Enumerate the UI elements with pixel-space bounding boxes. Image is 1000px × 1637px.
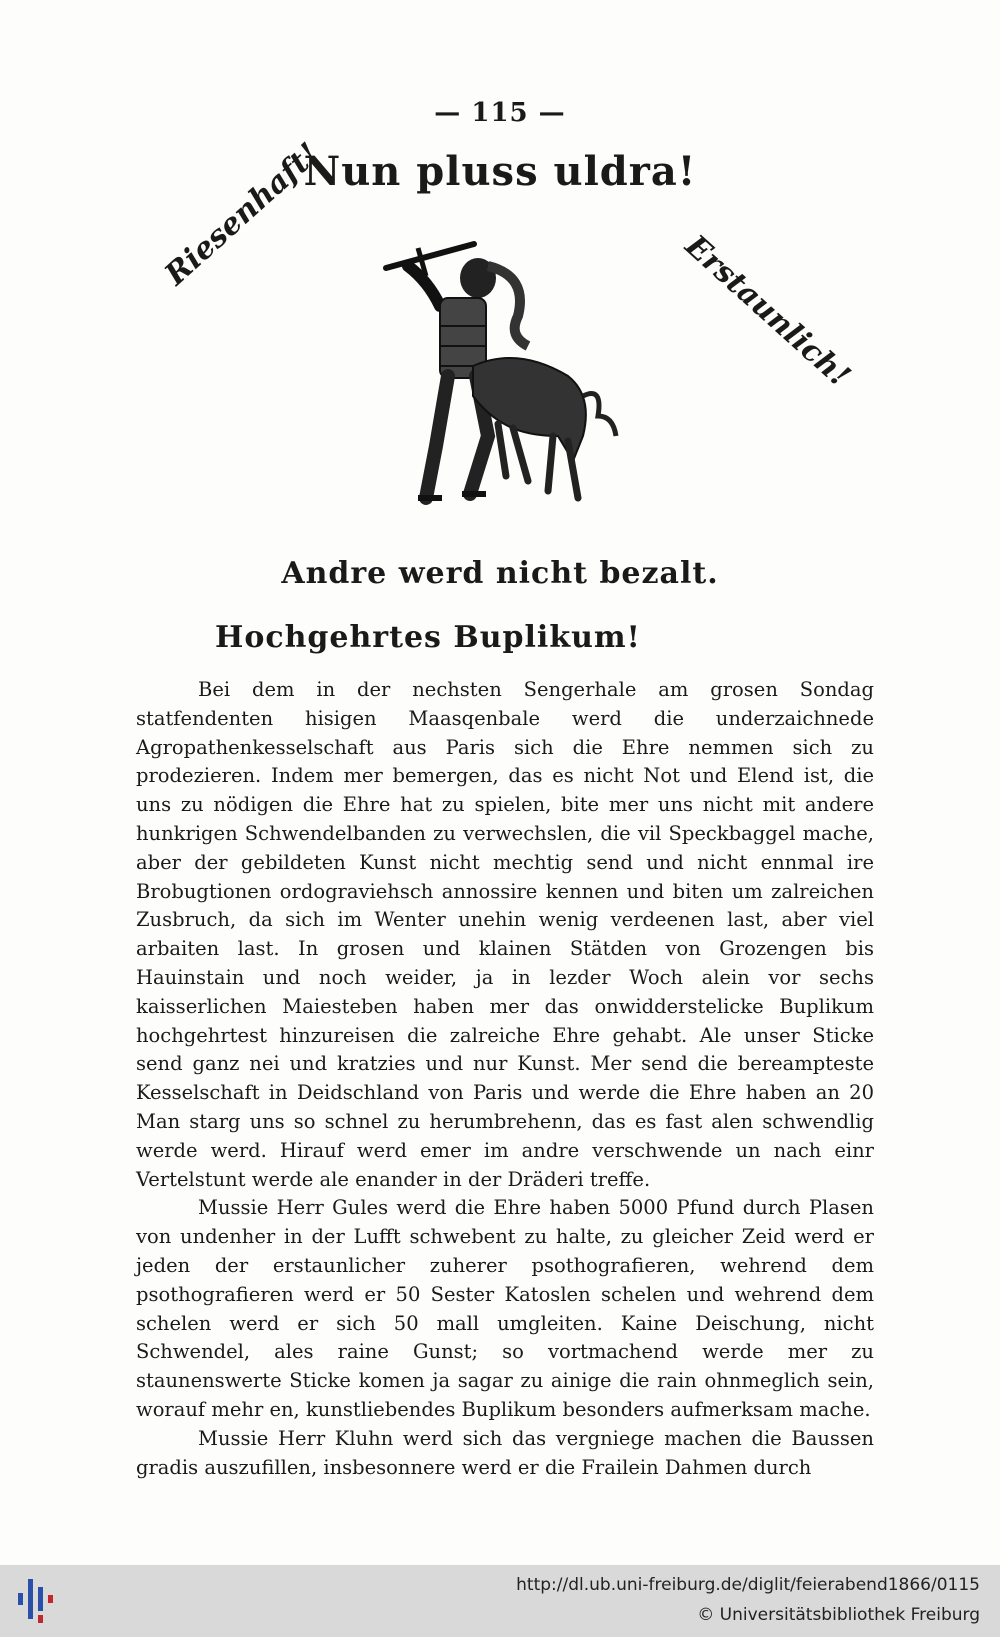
- ub-freiburg-logo-icon: [14, 1575, 60, 1627]
- paragraph: Bei dem in der nechsten Sengerhale am grosen Sondag statfendenten hisigen Maasqenbale werd die underzaichnede Agropathenkesselschaft aus Paris sich die Ehre nemmen sich zu prodezieren. Indem mer bemergen, das es nicht Not und Elend ist, die uns zu nödigen die Ehre hat zu spielen, bite mer uns nicht mit andere hunkrigen Schwendelbanden zu verwechslen, die vil Speckbaggel mache, aber der gebildeten Kunst nicht mechtig send und nicht ennmal ire Brobugtionen ordograviehsch annossire kennen und biten um zalreichen Zusbruch, da sich im Wenter unehin wenig verdeenen last, aber viel arbaiten last. In grosen und klainen Stätden von Grozengen bis Hauinstain und noch weider, ja in lezder Woch alein vor sechs kaisserlichen Maiesteben haben mer das onwidderstelicke Buplikum hochgehrtest hinzureisen die zalreiche Ehre gehabt. Ale unser Sticke send ganz nei und kratzies und nur Kunst. Mer send die bereampteste Kesselschaft in Deidschland von Paris und werde die Ehre haben an 20 Man starg uns so schnel zu herumbrehenn, das es fast alen schwendlig werde werd. Hirauf werd emer im andre verschwende un nach einr Vertelstunt werde ale enander in der Dräderi treffe.: [136, 678, 874, 1191]
- paragraph: Mussie Herr Kluhn werd sich das vergniege machen die Baussen gradis auszufillen, insbesonnere werd er die Frailein Dahmen durch: [136, 1426, 874, 1479]
- subheading: Andre werd nicht bezalt.: [281, 556, 719, 591]
- viewer-footer: [0, 1565, 1000, 1637]
- copyright-notice: © Universitätsbibliothek Freiburg: [697, 1605, 980, 1625]
- page-title: Nun pluss uldra!: [303, 148, 697, 195]
- paragraph: Mussie Herr Gules werd die Ehre haben 5000 Pfund durch Plasen von undenher in der Lufft schwebent zu halte, zu gleicher Zeid werd er jeden der erstaunlicher zuherer psothografieren, wehrend dem psothografieren werd er 50 Sester Katoslen schelen und wehrend dem schelen werd er sich 50 mall umgleiten. Kaine Deischung, nicht Schwendel, ales raine Gunst; so vortmachend werde mer zu staunenswerte Sticke komen ja sagar zu ainige die rain ohnmeglich sein, worauf mehr en, kunstliebendes Buplikum besonders aufmerksam mache.: [136, 1196, 874, 1421]
- slanted-caption-left: Riesenhaft!: [158, 136, 327, 293]
- body-text: [136, 676, 874, 1482]
- page-number: — 115 —: [434, 98, 566, 128]
- slanted-caption-right: Erstaunlich!: [678, 228, 857, 395]
- knight-goat-woodcut: [378, 236, 628, 526]
- salutation: Hochgehrtes Buplikum!: [215, 620, 641, 655]
- document-url[interactable]: http://dl.ub.uni-freiburg.de/diglit/feierabend1866/0115: [516, 1575, 980, 1595]
